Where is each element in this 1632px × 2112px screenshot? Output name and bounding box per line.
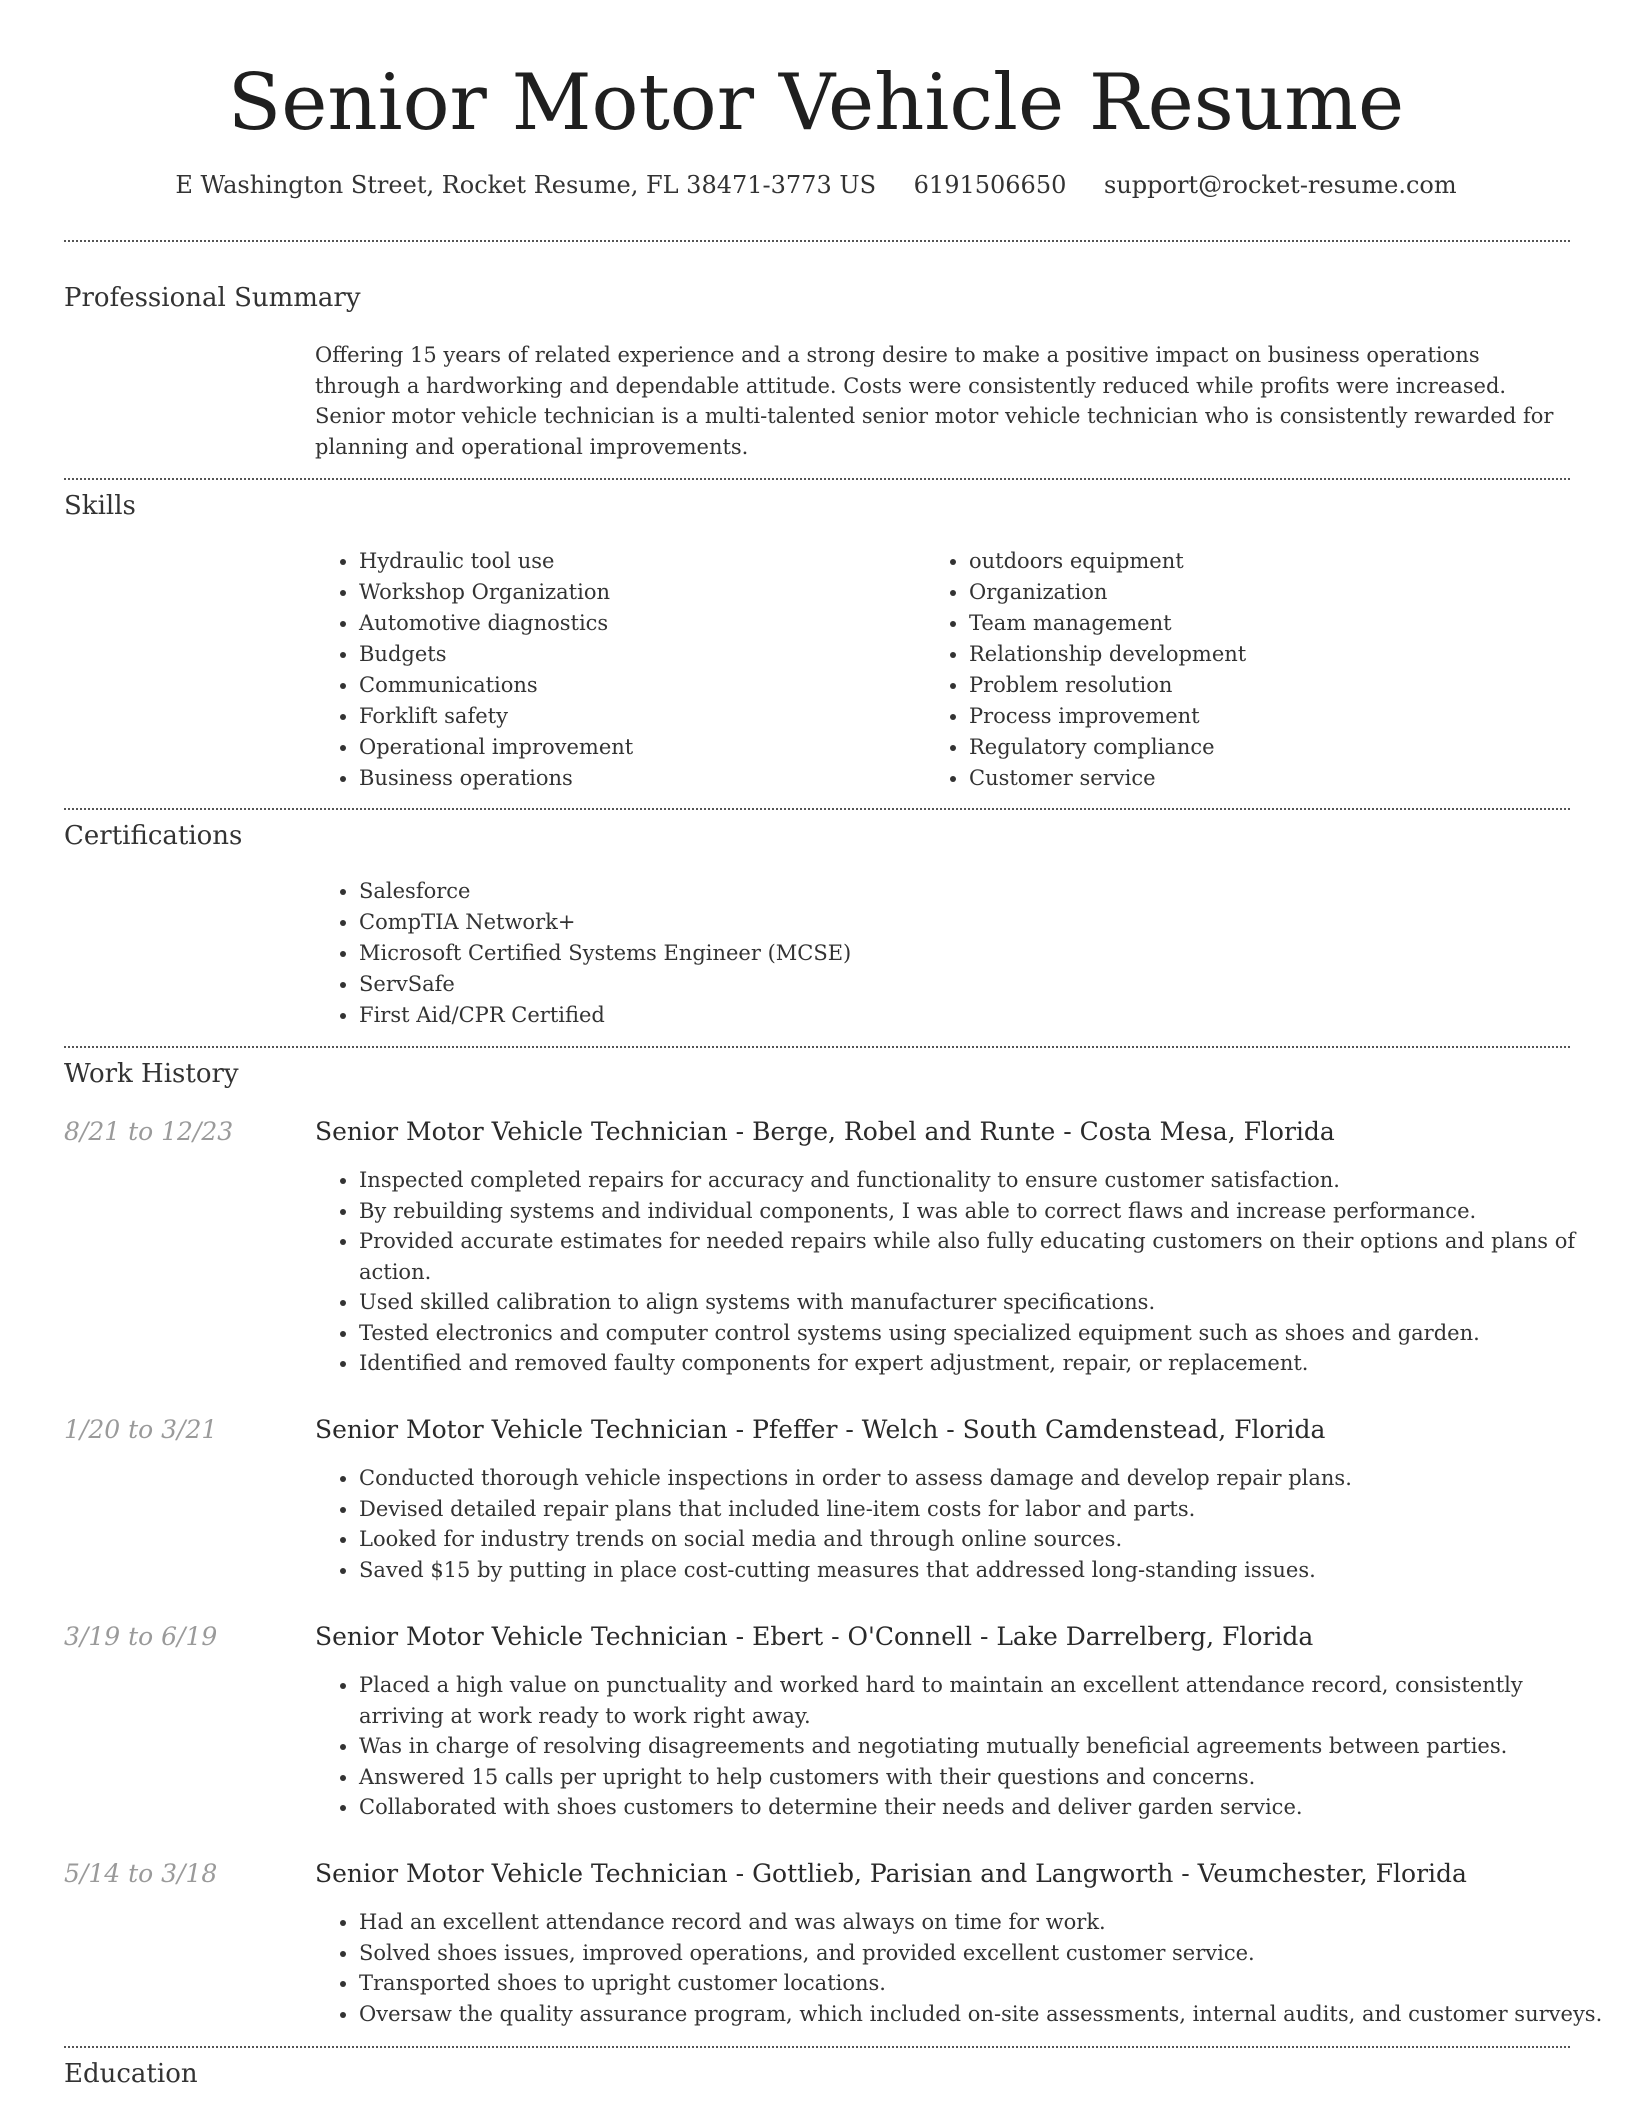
job-bullet: • Inspected completed repairs for accuracy and functionality to ensure customer satisfaction. — [359, 1165, 1609, 1196]
section-divider — [64, 240, 1570, 242]
job-dates: 3/19 to 6/19 — [64, 1622, 218, 1651]
skills-list-right — [925, 546, 1569, 794]
job-dates: 5/14 to 3/18 — [64, 1859, 218, 1888]
certification-item: • CompTIA Network+ — [359, 907, 1559, 938]
summary-text: Offering 15 years of related experience and a strong desire to make a positive impact on business operations through a hardworking and dependable attitude. Costs were consistently reduced while profits were increased. Senior motor vehicle technician is a multi-talented senior motor vehicle technician who is consistently rewarded for planning and operational improvements. — [315, 343, 1554, 459]
job-bullets — [315, 1670, 1609, 1823]
job-heading: Senior Motor Vehicle Technician - Pfeffer - Welch - South Camdenstead, Florida — [315, 1415, 1326, 1444]
skill-item: • Automotive diagnostics — [359, 608, 919, 639]
certification-item: • Salesforce — [359, 876, 1559, 907]
job-bullet: • Solved shoes issues, improved operations, and provided excellent customer service. — [359, 1938, 1609, 1969]
skill-item: • Team management — [969, 608, 1569, 639]
job-bullet: • Had an excellent attendance record and was always on time for work. — [359, 1907, 1609, 1938]
skill-item: • Communications — [359, 670, 919, 701]
skill-item: • Operational improvement — [359, 732, 919, 763]
job-heading: Senior Motor Vehicle Technician - Gottlieb, Parisian and Langworth - Veumchester, Florida — [315, 1859, 1467, 1888]
job-bullet: • Conducted thorough vehicle inspections in order to assess damage and develop repair plans. — [359, 1463, 1609, 1494]
skill-item: • Business operations — [359, 763, 919, 794]
section-title-certifications: Certifications — [64, 821, 243, 851]
job-bullets — [315, 1165, 1609, 1379]
job-bullet: • Collaborated with shoes customers to determine their needs and deliver garden service. — [359, 1792, 1609, 1823]
skill-item: • Hydraulic tool use — [359, 546, 919, 577]
skill-item: • Organization — [969, 577, 1569, 608]
job-bullet: • Identified and removed faulty components for expert adjustment, repair, or replacement. — [359, 1348, 1609, 1379]
skill-item: • Forklift safety — [359, 701, 919, 732]
job-bullet: • By rebuilding systems and individual components, I was able to correct flaws and increase performance. — [359, 1196, 1609, 1227]
section-title-summary: Professional Summary — [64, 283, 361, 313]
job-bullet: • Looked for industry trends on social media and through online sources. — [359, 1524, 1609, 1555]
job-heading: Senior Motor Vehicle Technician - Berge, Robel and Runte - Costa Mesa, Florida — [315, 1117, 1335, 1146]
skill-item: • Process improvement — [969, 701, 1569, 732]
skills-list-left — [315, 546, 919, 794]
job-bullet: • Transported shoes to upright customer locations. — [359, 1968, 1609, 1999]
certification-item: • ServSafe — [359, 969, 1559, 1000]
job-dates: 8/21 to 12/23 — [64, 1117, 234, 1146]
skill-item: • Customer service — [969, 763, 1569, 794]
skill-item: • Regulatory compliance — [969, 732, 1569, 763]
section-divider — [64, 2046, 1570, 2048]
section-divider — [64, 808, 1570, 810]
job-bullet: • Tested electronics and computer control systems using specialized equipment such as shoes and garden. — [359, 1318, 1609, 1349]
skill-item: • outdoors equipment — [969, 546, 1569, 577]
job-bullet: • Provided accurate estimates for needed repairs while also fully educating customers on their options and plans of action. — [359, 1226, 1609, 1287]
job-bullet: • Devised detailed repair plans that included line-item costs for labor and parts. — [359, 1494, 1609, 1525]
job-bullets — [315, 1907, 1609, 2029]
job-heading: Senior Motor Vehicle Technician - Ebert - O'Connell - Lake Darrelberg, Florida — [315, 1622, 1314, 1651]
section-divider — [64, 478, 1570, 480]
skill-item: • Relationship development — [969, 639, 1569, 670]
job-bullet: • Was in charge of resolving disagreements and negotiating mutually beneficial agreements between parties. — [359, 1731, 1609, 1762]
certification-item: • Microsoft Certified Systems Engineer (MCSE) — [359, 938, 1559, 969]
contact-email[interactable]: support@rocket-resume.com — [1104, 171, 1457, 199]
job-dates: 1/20 to 3/21 — [64, 1415, 218, 1444]
contact-phone: 6191506650 — [913, 171, 1067, 199]
certifications-list — [315, 876, 1559, 1031]
job-bullet: • Saved $15 by putting in place cost-cutting measures that addressed long-standing issues. — [359, 1555, 1609, 1586]
skill-item: • Budgets — [359, 639, 919, 670]
job-bullet: • Oversaw the quality assurance program, which included on-site assessments, internal audits, and customer surveys. — [359, 1999, 1609, 2030]
skill-item: • Workshop Organization — [359, 577, 919, 608]
contact-address: E Washington Street, Rocket Resume, FL 38471-3773 US — [175, 171, 877, 199]
resume-title: Senior Motor Vehicle Resume — [227, 58, 1405, 148]
certification-item: • First Aid/CPR Certified — [359, 1000, 1559, 1031]
job-bullets — [315, 1463, 1609, 1585]
job-bullet: • Answered 15 calls per upright to help customers with their questions and concerns. — [359, 1762, 1609, 1793]
section-divider — [64, 1046, 1570, 1048]
section-title-education: Education — [64, 2059, 198, 2089]
contact-line — [0, 168, 1632, 202]
section-title-work-history: Work History — [64, 1059, 239, 1089]
skill-item: • Problem resolution — [969, 670, 1569, 701]
job-bullet: • Used skilled calibration to align systems with manufacturer specifications. — [359, 1287, 1609, 1318]
section-title-skills: Skills — [64, 491, 136, 521]
job-bullet: • Placed a high value on punctuality and worked hard to maintain an excellent attendance record, consistently arriving at work ready to work right away. — [359, 1670, 1609, 1731]
